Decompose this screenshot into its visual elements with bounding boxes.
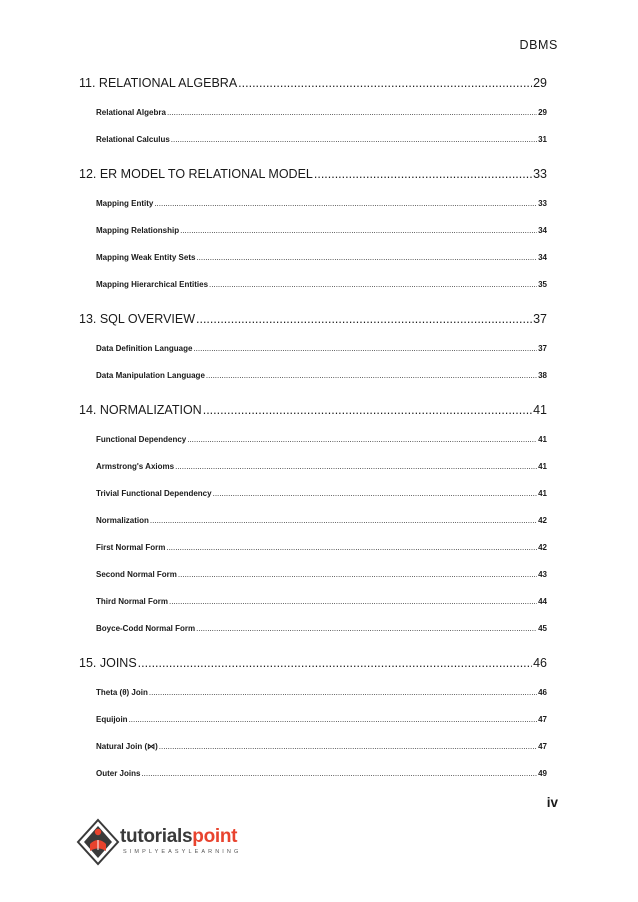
toc-entry-page: 34 [538,253,547,262]
toc-section-entry[interactable] [96,435,547,444]
toc-entry-page: 46 [538,688,547,697]
toc-chapter-entry[interactable] [79,312,547,326]
logo-wordmark-part2: point [192,826,238,847]
toc-entry-title: Mapping Relationship [96,226,180,235]
toc-section-entry[interactable] [96,516,547,525]
toc-entry-page: 41 [538,435,547,444]
toc-entry-page: 49 [538,769,547,778]
toc-leader-dots [129,715,538,724]
toc-entry-title: 14. NORMALIZATION [79,403,202,417]
toc-leader-dots [180,226,537,235]
logo-wordmark-part1: tutorials [120,826,193,847]
toc-section-entry[interactable] [96,199,547,208]
tutorialspoint-logo [76,818,242,866]
toc-section-entry[interactable] [96,624,547,633]
toc-section-entry[interactable] [96,489,547,498]
toc-entry-page: 41 [538,462,547,471]
toc-entry-title: Armstrong's Axioms [96,462,175,471]
toc-section-entry[interactable] [96,715,547,724]
toc-leader-dots [314,167,532,181]
toc-entry-title: 12. ER MODEL TO RELATIONAL MODEL [79,167,313,181]
toc-entry-title: Mapping Entity [96,199,154,208]
toc-entry-page: 42 [538,543,547,552]
toc-section-entry[interactable] [96,742,547,751]
toc-section-entry[interactable] [96,253,547,262]
toc-entry-title: 15. JOINS [79,656,137,670]
toc-entry-title: 13. SQL OVERVIEW [79,312,196,326]
toc-entry-title: Data Manipulation Language [96,371,205,380]
toc-entry-page: 35 [538,280,547,289]
toc-leader-dots [203,403,532,417]
toc-leader-dots [213,489,538,498]
toc-entry-page: 37 [538,344,547,353]
toc-section-entry[interactable] [96,597,547,606]
toc-leader-dots [238,76,532,90]
toc-leader-dots [206,371,537,380]
logo-tagline: SIMPLYEASYLEARNING [123,849,242,855]
toc-entry-title: Relational Algebra [96,108,166,117]
toc-entry-title: Theta (θ) Join [96,688,148,697]
toc-entry-page: 29 [533,76,547,90]
toc-entry-title: Mapping Weak Entity Sets [96,253,196,262]
toc-leader-dots [159,742,537,751]
toc-entry-title: First Normal Form [96,543,166,552]
toc-section-entry[interactable] [96,543,547,552]
toc-entry-title: Trivial Functional Dependency [96,489,212,498]
toc-entry-page: 34 [538,226,547,235]
toc-entry-title: Second Normal Form [96,570,177,579]
toc-section-entry[interactable] [96,226,547,235]
toc-leader-dots [167,108,537,117]
toc-entry-page: 45 [538,624,547,633]
toc-entry-title: Data Definition Language [96,344,193,353]
toc-chapter-entry[interactable] [79,167,547,181]
toc-chapter-entry[interactable] [79,656,547,670]
toc-chapter-entry[interactable] [79,403,547,417]
toc-entry-title: Boyce-Codd Normal Form [96,624,196,633]
toc-entry-page: 46 [533,656,547,670]
toc-leader-dots [196,624,537,633]
toc-leader-dots [150,516,537,525]
logo-wordmark [120,826,237,848]
toc-entry-title: Functional Dependency [96,435,187,444]
toc-entry-page: 37 [533,312,547,326]
toc-entry-title: Normalization [96,516,149,525]
toc-leader-dots [196,253,537,262]
toc-leader-dots [175,462,537,471]
toc-entry-page: 43 [538,570,547,579]
toc-entry-title: Natural Join (⋈) [96,742,158,751]
toc-section-entry[interactable] [96,135,547,144]
toc-entry-title: 11. RELATIONAL ALGEBRA [79,76,238,90]
toc-leader-dots [141,769,537,778]
toc-entry-page: 44 [538,597,547,606]
toc-section-entry[interactable] [96,344,547,353]
toc-entry-title: Relational Calculus [96,135,170,144]
toc-leader-dots [149,688,537,697]
toc-leader-dots [171,135,537,144]
toc-section-entry[interactable] [96,769,547,778]
toc-entry-page: 47 [538,715,547,724]
toc-entry-page: 41 [538,489,547,498]
toc-chapter-entry[interactable] [79,76,547,90]
toc-leader-dots [196,312,532,326]
toc-section-entry[interactable] [96,570,547,579]
toc-entry-title: Third Normal Form [96,597,169,606]
toc-leader-dots [138,656,532,670]
tutorialspoint-logo-icon [76,818,120,866]
toc-leader-dots [209,280,537,289]
toc-leader-dots [169,597,537,606]
toc-section-entry[interactable] [96,371,547,380]
toc-entry-page: 41 [533,403,547,417]
toc-entry-page: 31 [538,135,547,144]
toc-entry-page: 33 [538,199,547,208]
toc-leader-dots [178,570,537,579]
toc-section-entry[interactable] [96,280,547,289]
toc-leader-dots [187,435,537,444]
toc-entry-title: Equijoin [96,715,128,724]
toc-entry-page: 47 [538,742,547,751]
toc-entry-page: 33 [533,167,547,181]
document-header-title: DBMS [519,38,558,52]
toc-entry-page: 29 [538,108,547,117]
page-number: iv [546,795,558,810]
toc-leader-dots [193,344,537,353]
toc-entry-title: Mapping Hierarchical Entities [96,280,209,289]
toc-section-entry[interactable] [96,462,547,471]
toc-section-entry[interactable] [96,108,547,117]
toc-section-entry[interactable] [96,688,547,697]
toc-leader-dots [166,543,537,552]
toc-entry-page: 42 [538,516,547,525]
toc-entry-title: Outer Joins [96,769,141,778]
toc-leader-dots [154,199,537,208]
toc-entry-page: 38 [538,371,547,380]
